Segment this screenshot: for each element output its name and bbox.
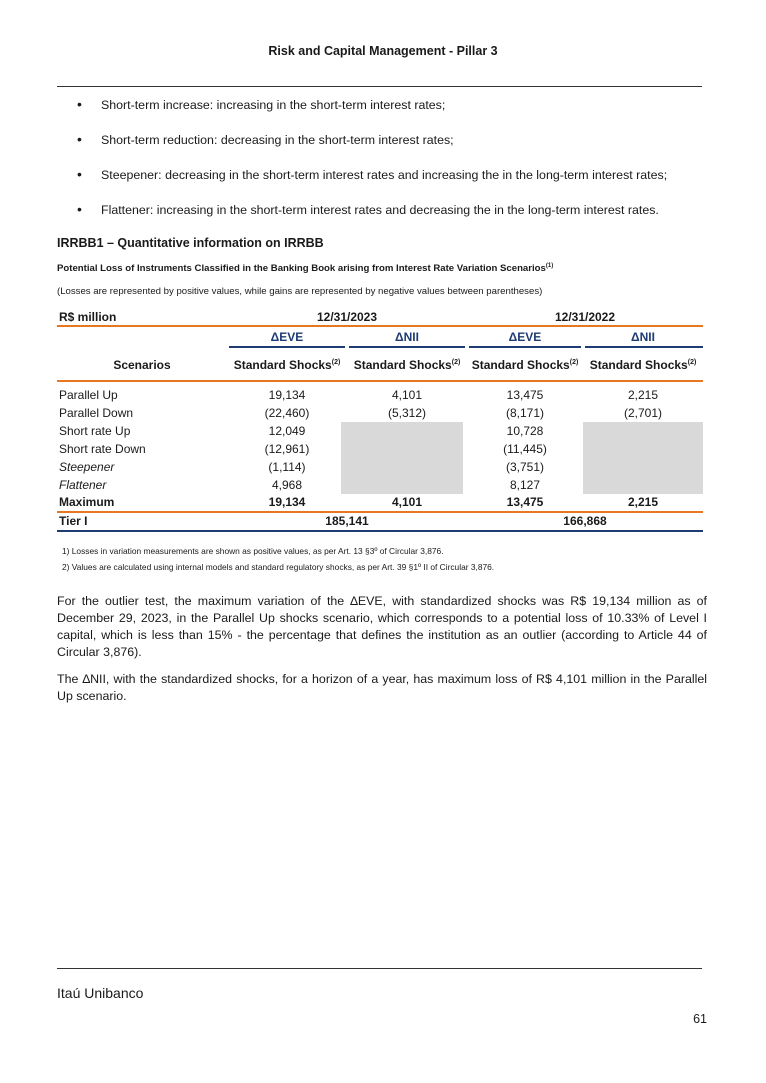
eve-2023-value: 4,968 [271,478,303,492]
eve-2022-value: (11,445) [503,442,547,456]
scenario-name: Steepener [59,460,115,474]
unit-label: R$ million [59,310,117,324]
eve-2023-max: 19,134 [268,495,306,509]
eve-2022-value: (3,751) [505,460,545,474]
tier-2023-value: 185,141 [325,514,369,528]
header-orange-rule [57,325,703,327]
scenario-name: Flattener [59,478,107,492]
scenario-name: Parallel Down [59,406,134,420]
shock-header: Standard Shocks$^{(2)}$ [471,358,579,372]
eve-2022-value: 8,127 [509,478,541,492]
shock-header: Standard Shocks$^{(2)}$ [353,358,461,372]
scenarios-header: Scenarios [113,358,171,372]
bullet-item [57,98,717,112]
table-subtitle-footnote-ref: (1) [545,263,554,269]
nii-paragraph: The ∆NII, with the standardized shocks, for a horizon of a year, has maximum loss of R$ 4,101 million in the Parallel Up scenario. [57,672,707,703]
eve-2022-value: (8,171) [505,406,545,420]
eve-2023-value: (1,114) [268,460,306,474]
table-subtitle [57,263,553,274]
scenario-name: Short rate Up [59,424,131,438]
eve-2023-value: 12,049 [268,424,306,438]
eve-2023-value: (22,460) [264,406,310,420]
nii-2023-max: 4,101 [391,495,423,509]
footer-divider [57,968,702,969]
eve-2022-rule [469,346,581,348]
nii-2023-rule [349,346,465,348]
nii-2023-header: ΔNII [395,330,419,344]
bullet-text: Flattener: increasing in the short-term interest rates and decreasing the in the long-term interest rates. [101,203,659,217]
bullet-dot-icon: • [77,131,82,147]
period-2023-header: 12/31/2023 [316,310,378,324]
page-header-title: Risk and Capital Management - Pillar 3 [268,44,498,58]
nii-2023-not-applicable [341,422,463,494]
bullet-item [57,168,717,182]
bullet-dot-icon: • [77,96,82,112]
eve-2022-max: 13,475 [506,495,544,509]
nii-2022-rule [585,346,703,348]
body-orange-rule [57,380,703,382]
bullet-item [57,203,717,217]
eve-2023-value: (12,961) [264,442,310,456]
eve-2022-header: ΔEVE [508,330,542,344]
scenario-name: Short rate Down [59,442,146,456]
maximum-label: Maximum [59,495,115,509]
tier-label: Tier I [59,514,88,528]
nii-2022-not-applicable [583,422,703,494]
nii-2022-value: (2,701) [623,406,663,420]
nii-2022-max: 2,215 [627,495,659,509]
footnote-2: 2) Values are calculated using internal models and standard regulatory shocks, as per Art. 39 §1º II of Circular 3,876. [62,562,495,572]
table-bottom-rule [57,530,703,532]
scenario-name: Parallel Up [59,388,118,402]
eve-2023-rule [229,346,345,348]
eve-2022-value: 13,475 [506,388,544,402]
header-divider [57,86,702,87]
footer-company-name: Itaú Unibanco [57,985,144,1001]
nii-2022-header: ΔNII [631,330,655,344]
maximum-orange-rule [57,511,703,513]
eve-2023-header: ΔEVE [270,330,304,344]
nii-2022-value: 2,215 [627,388,659,402]
tier-2022-value: 166,868 [563,514,607,528]
bullet-item [57,133,717,147]
outlier-test-paragraph: For the outlier test, the maximum variation of the ∆EVE, with standardized shocks was R$ 19,134 million as of December 29, 2023, in the Parallel Up shocks scenario, which corresponds to a potential loss of 10.33% of Level I capital, which is less than 15% - the percentage that defines the institution as an outlier (according to Article 44 of Circular 3,876). [57,594,707,659]
scenario-bullet-list [57,98,717,238]
table-note: (Losses are represented by positive values, while gains are represented by negative values between parentheses) [57,286,543,297]
shock-header: Standard Shocks$^{(2)}$ [233,358,341,372]
bullet-text: Short-term reduction: decreasing in the short-term interest rates; [101,133,454,147]
section-title: IRRBB1 – Quantitative information on IRRBB [57,236,324,250]
bullet-text: Short-term increase: increasing in the short-term interest rates; [101,98,446,112]
nii-2023-value: (5,312) [387,406,427,420]
table-subtitle-text: Potential Loss of Instruments Classified in the Banking Book arising from Interest Rate Variation Scenarios [57,263,546,275]
eve-2023-value: 19,134 [268,388,306,402]
period-2022-header: 12/31/2022 [554,310,616,324]
bullet-dot-icon: • [77,166,82,182]
nii-2023-value: 4,101 [391,388,423,402]
eve-2022-value: 10,728 [506,424,544,438]
shock-header: Standard Shocks$^{(2)}$ [589,358,697,372]
page-number: 61 [693,1012,707,1026]
bullet-dot-icon: • [77,201,82,217]
bullet-text: Steepener: decreasing in the short-term interest rates and increasing the in the long-term interest rates; [101,168,668,182]
footnote-1: 1) Losses in variation measurements are shown as positive values, as per Art. 13 §3º of Circular 3,876. [62,546,444,556]
